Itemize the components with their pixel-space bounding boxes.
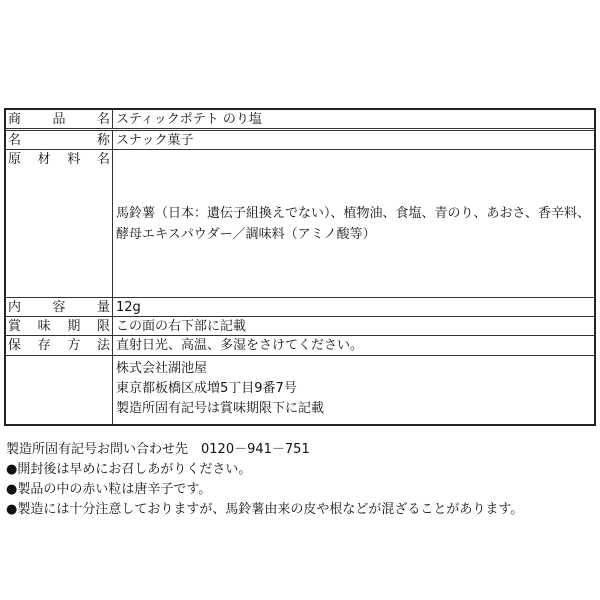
row-manufacturer bbox=[6, 356, 594, 424]
key-char: 名 bbox=[96, 112, 110, 127]
key-char: 名 bbox=[96, 152, 110, 167]
row-ingredients bbox=[6, 150, 594, 298]
note-contact: 製造所固有記号お問い合わせ先 0120－941－751 bbox=[6, 442, 310, 457]
manufacturer-name: 株式会社湖池屋 bbox=[116, 361, 208, 376]
key-char: 内 bbox=[8, 300, 22, 315]
note-after-opening: ●開封後は早めにお召しあがりください。 bbox=[6, 462, 252, 477]
key-char: 名 bbox=[8, 133, 22, 148]
notes-block bbox=[6, 440, 596, 520]
value-ingredients bbox=[113, 150, 594, 297]
ingredients-line: 酵母エキスパウダー／調味料（アミノ酸等） bbox=[116, 226, 376, 242]
key-char: 料 bbox=[67, 152, 81, 167]
key-manufacturer bbox=[6, 356, 113, 424]
key-expiry bbox=[6, 317, 113, 335]
value-manufacturer bbox=[113, 356, 594, 424]
key-char: 量 bbox=[96, 300, 110, 315]
key-char: 味 bbox=[37, 319, 51, 334]
key-volume bbox=[6, 298, 113, 316]
value-expiry: この面の右下部に記載 bbox=[116, 319, 247, 334]
note-red-grains: ●製品の中の赤い粒は唐辛子です。 bbox=[6, 482, 212, 497]
value-product-name: スティックポテト のり塩 bbox=[116, 112, 262, 127]
row-category bbox=[6, 131, 594, 150]
key-char: 容 bbox=[52, 300, 66, 315]
key-product-name bbox=[6, 110, 113, 128]
key-char: 法 bbox=[96, 338, 110, 353]
key-char: 限 bbox=[96, 319, 110, 334]
row-expiry bbox=[6, 317, 594, 336]
row-volume bbox=[6, 298, 594, 317]
value-storage: 直射日光、高温、多湿をさけてください。 bbox=[116, 338, 364, 353]
key-ingredients bbox=[6, 150, 113, 297]
key-char: 存 bbox=[37, 338, 51, 353]
row-storage bbox=[6, 336, 594, 356]
ingredients-line: 馬鈴薯（日本：遺伝子組換えでない）、植物油、食塩、青のり、あおさ、香辛料、 bbox=[116, 205, 590, 221]
food-label-table bbox=[4, 108, 596, 426]
note-skin-roots: ●製造には十分注意しておりますが、馬鈴薯由来の皮や根などが混ざることがあります。 bbox=[6, 502, 524, 517]
key-char: 称 bbox=[96, 133, 110, 148]
manufacturer-code-note: 製造所固有記号は賞味期限下に記載 bbox=[116, 401, 325, 416]
key-char: 賞 bbox=[8, 319, 22, 334]
key-char: 方 bbox=[67, 338, 81, 353]
value-category: スナック菓子 bbox=[116, 133, 194, 148]
key-char: 材 bbox=[37, 152, 51, 167]
value-volume: 12g bbox=[116, 300, 141, 315]
row-product-name bbox=[6, 110, 594, 131]
key-char: 保 bbox=[8, 338, 22, 353]
key-storage bbox=[6, 336, 113, 355]
key-char: 原 bbox=[8, 152, 22, 167]
key-char: 期 bbox=[67, 319, 81, 334]
key-category bbox=[6, 131, 113, 149]
key-char: 品 bbox=[52, 112, 66, 127]
manufacturer-address: 東京都板橋区成増5丁目9番7号 bbox=[116, 381, 297, 396]
key-char: 商 bbox=[8, 112, 22, 127]
